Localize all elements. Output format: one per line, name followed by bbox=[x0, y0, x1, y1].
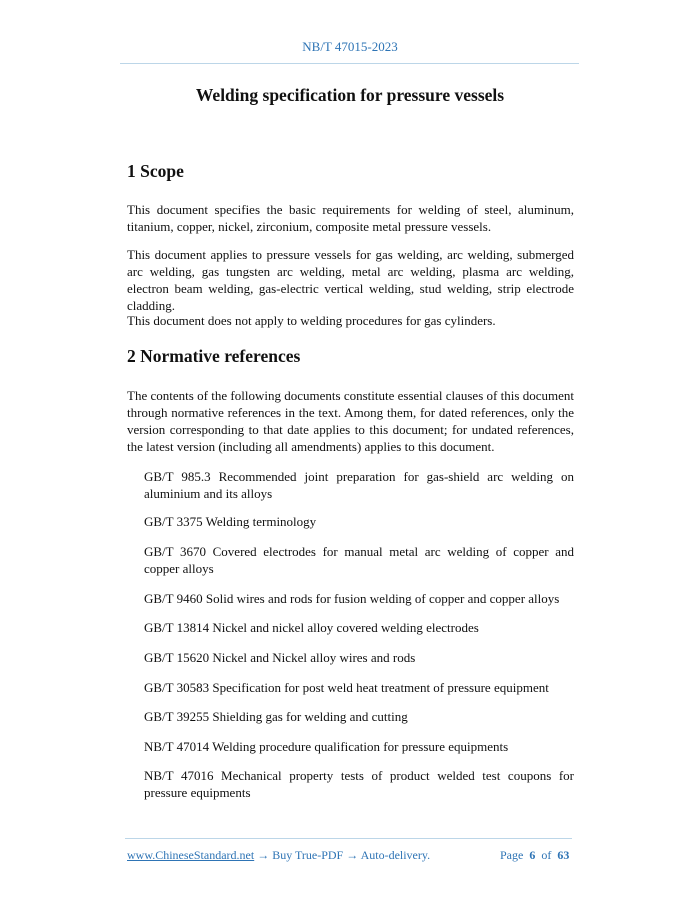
page-indicator bbox=[500, 848, 569, 863]
page-total: 63 bbox=[557, 848, 570, 862]
reference-item: GB/T 985.3 Recommended joint preparation for gas-shield arc welding on aluminium and its alloys bbox=[144, 469, 574, 501]
reference-item: NB/T 47014 Welding procedure qualification for pressure equipments bbox=[144, 739, 509, 754]
page-current: 6 bbox=[529, 848, 536, 862]
page-of: of bbox=[541, 848, 552, 862]
reference-item: GB/T 39255 Shielding gas for welding and cutting bbox=[144, 709, 408, 724]
reference-item: GB/T 30583 Specification for post weld heat treatment of pressure equipment bbox=[144, 680, 549, 695]
document-title: Welding specification for pressure vessels bbox=[195, 85, 505, 105]
reference-item: GB/T 3670 Covered electrodes for manual metal arc welding of copper and copper alloys bbox=[144, 544, 574, 576]
footer-text bbox=[127, 848, 430, 863]
reference-item: NB/T 47016 Mechanical property tests of product welded test coupons for pressure equipments bbox=[144, 768, 574, 800]
paragraph: This document applies to pressure vessels for gas welding, arc welding, submerged arc welding, gas tungsten arc welding, metal arc welding, plasma arc welding, electron beam welding, gas-electric vertical welding, stud welding, strip electrode cladding. bbox=[127, 247, 574, 313]
reference-item: GB/T 9460 Solid wires and rods for fusion welding of copper and copper alloys bbox=[144, 591, 560, 606]
footer-divider bbox=[125, 838, 572, 839]
reference-item: GB/T 3375 Welding terminology bbox=[144, 514, 317, 529]
page-label: Page bbox=[500, 848, 524, 862]
section-heading-normative-references: 2 Normative references bbox=[127, 346, 301, 366]
reference-item: GB/T 15620 Nickel and Nickel alloy wires and rods bbox=[144, 650, 416, 665]
section-heading-scope: 1 Scope bbox=[127, 161, 184, 181]
paragraph: This document does not apply to welding procedures for gas cylinders. bbox=[127, 313, 496, 328]
paragraph: This document specifies the basic requirements for welding of steel, aluminum, titanium, copper, nickel, zirconium, composite metal pressure vessels. bbox=[127, 202, 574, 234]
reference-item: GB/T 13814 Nickel and nickel alloy covered welding electrodes bbox=[144, 620, 479, 635]
website-link[interactable]: www.ChineseStandard.net bbox=[127, 848, 255, 862]
paragraph: The contents of the following documents constitute essential clauses of this document through normative references in the text. Among them, for dated references, only the version corresponding to that date applies to this document; for undated references, the latest version (including all amendments) applies to this document. bbox=[127, 388, 574, 454]
running-header: NB/T 47015-2023 bbox=[302, 39, 398, 54]
footer-tagline: → Buy True-PDF → Auto-delivery. bbox=[254, 848, 431, 862]
header-divider bbox=[120, 63, 579, 64]
